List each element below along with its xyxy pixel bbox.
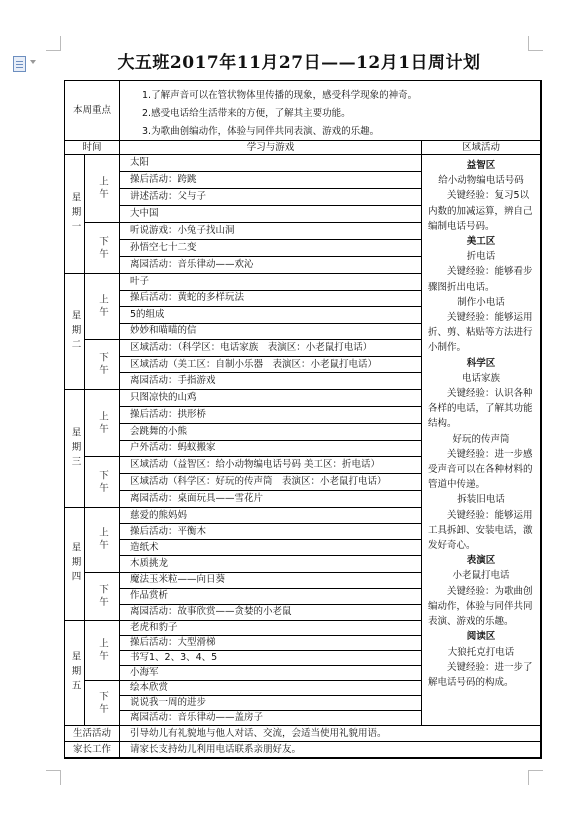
- activity-row: 5的组成: [120, 307, 422, 324]
- activity-row: 只图凉快的山鸡: [120, 390, 422, 407]
- weekly-plan-table: [64, 80, 542, 759]
- day-label: 星期四: [65, 508, 85, 621]
- area-text: 制作小电话: [457, 296, 505, 308]
- activity-row: 孙悟空七十二变: [120, 240, 422, 257]
- activity-row: 离园活动：手指游戏: [120, 373, 422, 390]
- period-pm: 下午: [85, 573, 120, 621]
- margin-corner-mark: [46, 36, 61, 51]
- chevron-down-icon[interactable]: [30, 60, 36, 64]
- area-text: 关键经验：能够运用折、剪、粘贴等方法进行小制作。: [428, 312, 533, 354]
- activity-row: 妙妙和喵喵的信: [120, 324, 422, 341]
- area-zone-title: 阅读区: [466, 631, 496, 643]
- period-am: 上午: [85, 274, 120, 340]
- area-zone-title: 益智区: [466, 160, 496, 171]
- activity-row: 慈爱的熊妈妈: [120, 508, 422, 524]
- footer-label: 生活活动: [65, 726, 120, 742]
- area-text: 关键经验：认识各种各样的电话，了解其功能结构。: [428, 388, 533, 430]
- area-text: 关键经验：复习5以内数的加减运算，辨自己编制电话号码。: [428, 190, 533, 232]
- period-pm: 下午: [85, 457, 120, 508]
- area-text: 大狼托克打电话: [447, 646, 515, 658]
- area-activities: [422, 155, 541, 726]
- activity-row: 书写1、2、3、4、5: [120, 651, 422, 666]
- activity-row: 操后活动：大型滑梯: [120, 636, 422, 651]
- footer-text: 请家长支持幼儿利用电话联系亲朋好友。: [120, 742, 541, 758]
- activity-row: 绘本欣赏: [120, 681, 422, 696]
- activity-row: 老虎和豹子: [120, 621, 422, 636]
- focus-content: [120, 81, 541, 141]
- activity-row: 讲述活动：父与子: [120, 189, 422, 206]
- area-zone-title: 美工区: [466, 236, 496, 248]
- period-am: 上午: [85, 155, 120, 223]
- footer-text: 引导幼儿有礼貌地与他人对话、交流，会适当使用礼貌用语。: [120, 726, 541, 742]
- day-label: 星期一: [65, 155, 85, 274]
- period-am: 上午: [85, 621, 120, 681]
- activity-row: 户外活动：蚂蚁搬家: [120, 441, 422, 458]
- focus-label: 本周重点: [65, 81, 120, 141]
- area-text: 关键经验：为歌曲创编动作，体验与同伴共同表演、游戏的乐趣。: [428, 585, 533, 628]
- area-zone-title: 科学区: [466, 357, 496, 369]
- period-pm: 下午: [85, 340, 120, 390]
- header-activities: 学习与游戏: [120, 141, 422, 155]
- activity-row: 离园活动：桌面玩具——雪花片: [120, 491, 422, 508]
- period-pm: 下午: [85, 681, 120, 726]
- activity-row: 会跳舞的小熊: [120, 424, 422, 441]
- activity-row: 说说我一周的进步: [120, 696, 422, 711]
- activity-row: 操后活动：跨跳: [120, 172, 422, 189]
- area-text: 拆装旧电话: [457, 494, 505, 506]
- activity-row: 小海军: [120, 666, 422, 681]
- area-text: 小老鼠打电话: [452, 570, 510, 582]
- area-text: 好玩的传声筒: [452, 433, 510, 445]
- area-text: 关键经验：能够看步骤图折出电话。: [428, 266, 533, 293]
- footer-label: 家长工作: [65, 742, 120, 758]
- page-title: 大五班2017年11月27日——12月1日周计划: [117, 53, 481, 73]
- area-text: 折电话: [466, 251, 496, 263]
- header-time: 时间: [65, 141, 120, 155]
- activity-row: 离园活动：音乐律动——欢沁: [120, 257, 422, 274]
- activity-row: 区域活动（美工区：自制小乐器 表演区：小老鼠打电话）: [120, 357, 422, 374]
- activity-row: 离园活动：音乐律动——盖房子: [120, 711, 422, 726]
- area-text: 关键经验：进一步了解电话号码的构成。: [428, 661, 533, 688]
- day-label: 星期三: [65, 390, 85, 508]
- activity-row: 区域活动（科学区：好玩的传声筒 表演区：小老鼠打电话）: [120, 474, 422, 491]
- activity-row: 叶子: [120, 274, 422, 291]
- period-am: 上午: [85, 508, 120, 573]
- margin-corner-mark: [528, 770, 543, 785]
- focus-item: 1.了解声音可以在管状物体里传播的现象，感受科学现象的神奇。: [142, 90, 418, 101]
- activity-row: 操后活动：平衡木: [120, 524, 422, 540]
- activity-row: 太阳: [120, 155, 422, 172]
- area-text: 关键经验：能够运用工具拆卸、安装电话，激发好奇心。: [428, 509, 533, 552]
- area-zone-title: 表演区: [466, 555, 496, 567]
- activity-row: 操后活动：拱形桥: [120, 407, 422, 424]
- document-icon[interactable]: [13, 56, 26, 72]
- area-text: 关键经验：进一步感受声音可以在各种材料的管道中传递。: [428, 448, 533, 491]
- activity-row: 听说游戏：小兔子找山洞: [120, 223, 422, 240]
- activity-row: 操后活动：黄蛇的多样玩法: [120, 291, 422, 308]
- area-text: 给小动物编电话号码: [438, 175, 524, 187]
- area-text: 电话家族: [461, 372, 500, 384]
- day-label: 星期二: [65, 274, 85, 390]
- focus-item: 2.感受电话给生活带来的方便，了解其主要功能。: [142, 108, 351, 119]
- period-am: 上午: [85, 390, 120, 457]
- activity-row: 区域活动：（科学区：电话家族 表演区：小老鼠打电话）: [120, 340, 422, 357]
- activity-row: 作品赏析: [120, 589, 422, 605]
- margin-corner-mark: [46, 770, 61, 785]
- activity-row: 大中国: [120, 206, 422, 223]
- activity-row: 造纸术: [120, 540, 422, 556]
- activity-row: 魔法玉米粒——向日葵: [120, 573, 422, 589]
- activity-row: 区域活动（益智区：给小动物编电话号码 美工区：折电话）: [120, 457, 422, 474]
- focus-item: 3.为歌曲创编动作，体验与同伴共同表演、游戏的乐趣。: [142, 126, 380, 137]
- activity-row: 木质挑龙: [120, 556, 422, 572]
- activity-row: 离园活动：故事欣赏——贪婪的小老鼠: [120, 605, 422, 621]
- header-area: 区域活动: [422, 141, 541, 155]
- day-label: 星期五: [65, 621, 85, 726]
- period-pm: 下午: [85, 223, 120, 274]
